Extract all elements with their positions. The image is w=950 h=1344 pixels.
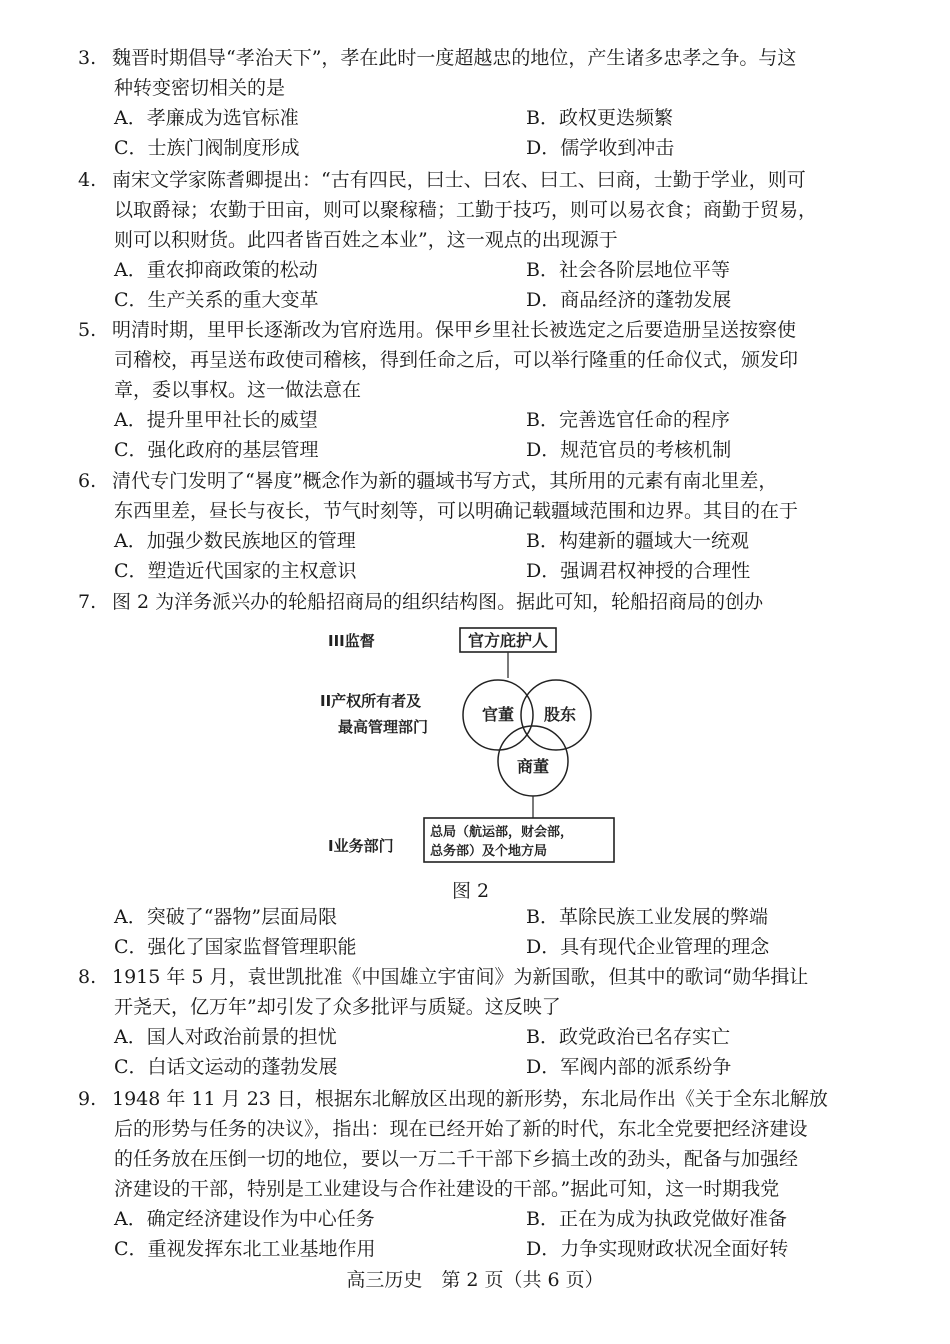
option-d: D．具有现代企业管理的理念 <box>526 936 770 958</box>
option-a: A．提升里甲社长的威望 <box>114 409 318 431</box>
level-2-label-line2: 最高管理部门 <box>338 718 429 736</box>
option-b: B．革除民族工业发展的弊端 <box>526 906 768 928</box>
question-number: 7. <box>78 591 97 613</box>
option-a: A．突破了“器物”层面局限 <box>114 906 338 928</box>
question-text: 魏晋时期倡导“孝治天下”，孝在此时一度超越忠的地位，产生诸多忠孝之争。与这 <box>112 47 797 69</box>
question-text: 济建设的干部，特别是工业建设与合作社建设的干部。”据此可知，这一时期我党 <box>114 1178 780 1200</box>
option-d: D．军阀内部的派系纷争 <box>526 1056 732 1078</box>
question-text: 以取爵禄；农勤于田亩，则可以聚稼穑；工勤于技巧，则可以易衣食；商勤于贸易， <box>114 199 818 221</box>
question-9 <box>78 1084 878 1264</box>
question-7 <box>78 587 878 617</box>
circle-left-label: 官董 <box>481 705 515 724</box>
option-d: D．力争实现财政状况全面好转 <box>526 1238 789 1260</box>
level-3-label: III监督 <box>328 632 375 650</box>
option-b: B．正在为成为执政党做好准备 <box>526 1208 787 1230</box>
option-d: D．强调君权神授的合理性 <box>526 560 751 582</box>
question-number: 6. <box>78 470 97 492</box>
question-number: 3. <box>78 47 97 69</box>
option-c: C．士族门阀制度形成 <box>114 137 300 159</box>
option-a: A．重农抑商政策的松动 <box>114 259 318 281</box>
question-text: 章，委以事权。这一做法意在 <box>114 379 362 401</box>
question-7-options <box>78 902 878 962</box>
level-1-label: I业务部门 <box>328 837 394 855</box>
page-footer: 高三历史 第 2 页（共 6 页） <box>346 1269 604 1291</box>
question-text: 司稽校，再呈送布政使司稽核，得到任命之后，可以举行隆重的任命仪式，颁发印 <box>114 349 799 371</box>
question-text: 东西里差，昼长与夜长，节气时刻等，可以明确记载疆域范围和边界。其目的在于 <box>114 500 799 522</box>
question-number: 8. <box>78 966 97 988</box>
question-text: 后的形势与任务的决议》，指出：现在已经开始了新的时代，东北全党要把经济建设 <box>114 1118 808 1140</box>
question-text: 1915 年 5 月，袁世凯批准《中国雄立宇宙间》为新国歌，但其中的歌词“勋华揖让 <box>112 966 809 988</box>
option-c: C．白话文运动的蓬勃发展 <box>114 1056 338 1078</box>
option-c: C．生产关系的重大变革 <box>114 289 319 311</box>
option-b: B．社会各阶层地位平等 <box>526 259 730 281</box>
figure-caption: 图 2 <box>452 880 490 902</box>
option-b: B．政党政治已名存实亡 <box>526 1026 730 1048</box>
question-number: 4. <box>78 169 97 191</box>
option-c: C．塑造近代国家的主权意识 <box>114 560 357 582</box>
option-c: C．重视发挥东北工业基地作用 <box>114 1238 376 1260</box>
question-6 <box>78 466 878 586</box>
org-structure-diagram <box>320 622 630 872</box>
business-dept-text-line1: 总局（航运部，财会部， <box>430 825 574 840</box>
level-2-label-line1: II产权所有者及 <box>320 692 422 710</box>
option-b: B．政权更迭频繁 <box>526 107 673 129</box>
question-number: 9. <box>78 1088 97 1110</box>
question-5 <box>78 315 878 465</box>
question-text: 图 2 为洋务派兴办的轮船招商局的组织结构图。据此可知，轮船招商局的创办 <box>112 591 764 613</box>
question-number: 5. <box>78 319 97 341</box>
question-text: 的任务放在压倒一切的地位，要以一万二千干部下乡搞土改的劲头，配备与加强经 <box>114 1148 799 1170</box>
question-text: 清代专门发明了“晷度”概念作为新的疆域书写方式，其所用的元素有南北里差， <box>112 470 778 492</box>
question-text: 1948 年 11 月 23 日，根据东北解放区出现的新形势，东北局作出《关于全东北解放 <box>112 1088 828 1110</box>
question-3 <box>78 43 878 163</box>
question-text: 明清时期，里甲长逐渐改为官府选用。保甲乡里社长被选定之后要造册呈送按察使 <box>112 319 797 341</box>
option-d: D．商品经济的蓬勃发展 <box>526 289 732 311</box>
question-4 <box>78 165 878 315</box>
option-b: B．完善选官任命的程序 <box>526 409 730 431</box>
question-text: 种转变密切相关的是 <box>114 77 286 99</box>
patron-box-text: 官方庇护人 <box>467 631 549 650</box>
circle-right-label: 股东 <box>543 705 577 724</box>
option-a: A．国人对政治前景的担忧 <box>114 1026 337 1048</box>
business-dept-text-line2: 总务部）及个地方局 <box>430 844 548 859</box>
question-text: 南宋文学家陈耆卿提出：“古有四民，曰士、曰农、曰工、曰商，士勤于学业，则可 <box>112 169 806 191</box>
option-a: A．孝廉成为选官标准 <box>114 107 299 129</box>
option-a: A．加强少数民族地区的管理 <box>114 530 356 552</box>
option-c: C．强化政府的基层管理 <box>114 439 319 461</box>
option-d: D．儒学收到冲击 <box>526 137 675 159</box>
option-a: A．确定经济建设作为中心任务 <box>114 1208 375 1230</box>
circle-bottom-label: 商董 <box>516 757 550 776</box>
question-text: 开尧天，亿万年”却引发了众多批评与质疑。这反映了 <box>114 996 561 1018</box>
option-c: C．强化了国家监督管理职能 <box>114 936 357 958</box>
option-b: B．构建新的疆域大一统观 <box>526 530 749 552</box>
question-text: 则可以积财货。此四者皆百姓之本业”，这一观点的出现源于 <box>114 229 618 251</box>
option-d: D．规范官员的考核机制 <box>526 439 732 461</box>
question-8 <box>78 962 878 1082</box>
